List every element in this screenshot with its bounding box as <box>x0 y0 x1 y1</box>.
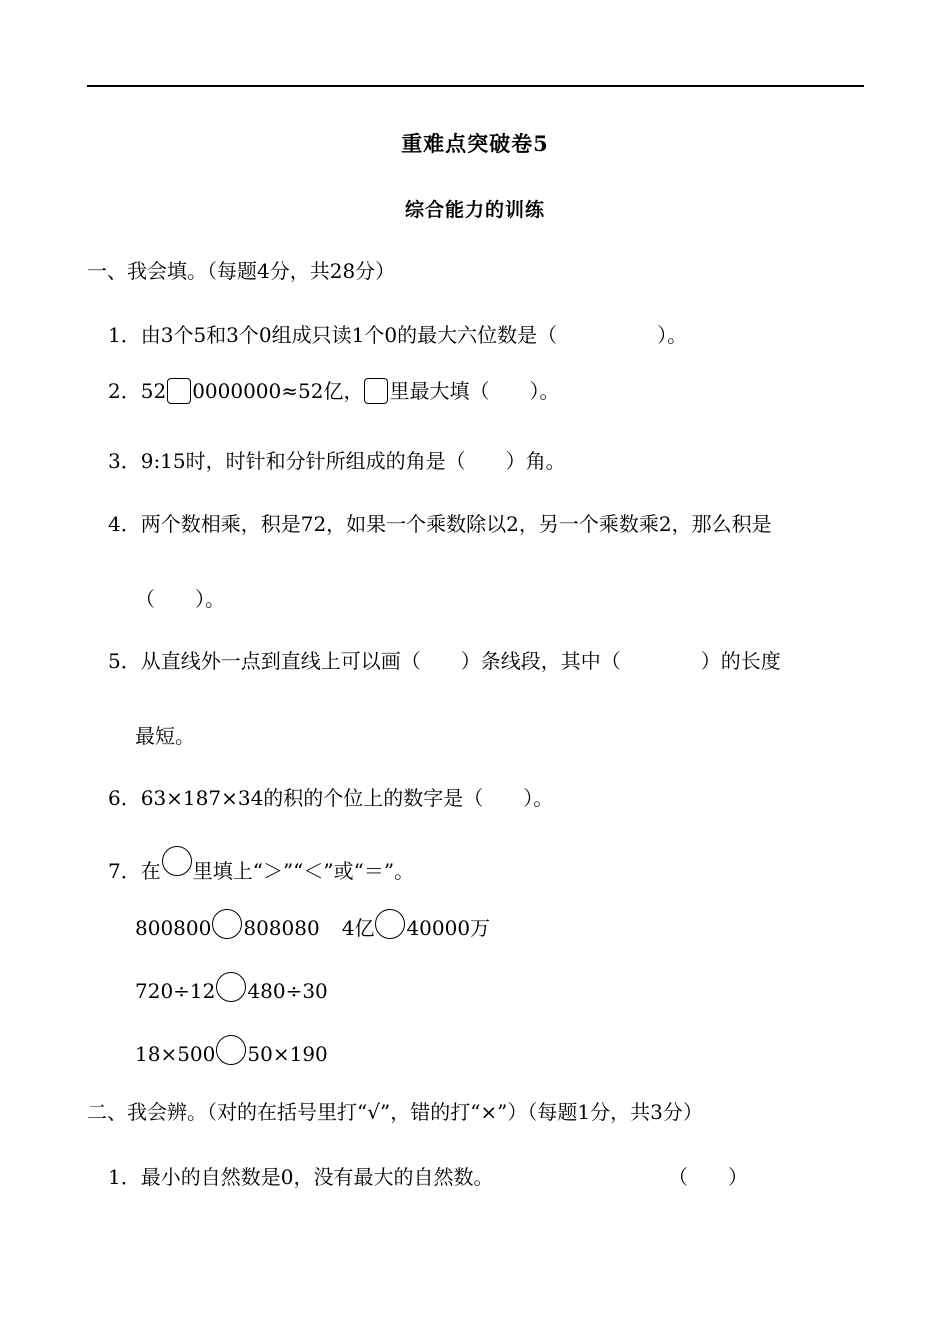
question-3: 3．9:15时，时针和分针所组成的角是（ ）角。 <box>108 449 566 473</box>
compare-right: 50×190 <box>247 1042 328 1066</box>
compare-circle[interactable] <box>212 909 242 939</box>
compare-right: 808080 <box>243 916 320 940</box>
compare-row-3 <box>135 1035 328 1067</box>
question-7-prefix: 7．在 <box>108 859 161 883</box>
compare-left: 18×500 <box>135 1042 216 1066</box>
question-2 <box>108 378 559 404</box>
question-5-line2: 最短。 <box>135 724 195 748</box>
compare-row-1 <box>135 909 490 941</box>
answer-box-reference <box>364 378 388 404</box>
page-title: 重难点突破卷5 <box>401 131 549 156</box>
question-6: 6．63×187×34的积的个位上的数字是（ ）。 <box>108 786 554 810</box>
question-2-prefix: 2．52 <box>108 379 167 403</box>
judge-question-1: 1．最小的自然数是0，没有最大的自然数。 <box>108 1165 494 1189</box>
compare-left: 720÷12 <box>135 979 216 1003</box>
compare-right: 40000万 <box>406 916 491 940</box>
question-2-middle: 0000000≈52亿， <box>192 379 364 403</box>
question-7 <box>108 846 414 884</box>
compare-left: 4亿 <box>341 916 375 940</box>
question-2-suffix: 里最大填（ ）。 <box>389 379 560 403</box>
circle-reference <box>162 846 192 876</box>
question-4-line1: 4．两个数相乘，积是72，如果一个乘数除以2，另一个乘数乘2，那么积是 <box>108 512 772 536</box>
section1-heading: 一、我会填。（每题4分，共28分） <box>87 259 396 283</box>
top-rule <box>87 85 864 87</box>
question-1: 1．由3个5和3个0组成只读1个0的最大六位数是（ ）。 <box>108 323 688 347</box>
question-7-suffix: 里填上“＞”“＜”或“＝”。 <box>192 859 415 883</box>
question-4-line2: （ ）。 <box>135 587 225 611</box>
page-subtitle: 综合能力的训练 <box>404 199 545 221</box>
compare-right: 480÷30 <box>247 979 328 1003</box>
compare-circle[interactable] <box>216 1035 246 1065</box>
answer-box[interactable] <box>167 378 191 404</box>
question-5-line1: 5．从直线外一点到直线上可以画（ ）条线段，其中（ ）的长度 <box>108 649 781 673</box>
compare-row-2 <box>135 972 328 1004</box>
judge-bracket[interactable]: （ ） <box>668 1165 748 1189</box>
compare-circle[interactable] <box>216 972 246 1002</box>
section2-heading: 二、我会辨。（对的在括号里打“√”，错的打“×”）（每题1分，共3分） <box>87 1100 703 1124</box>
compare-left: 800800 <box>135 916 212 940</box>
compare-circle[interactable] <box>375 909 405 939</box>
